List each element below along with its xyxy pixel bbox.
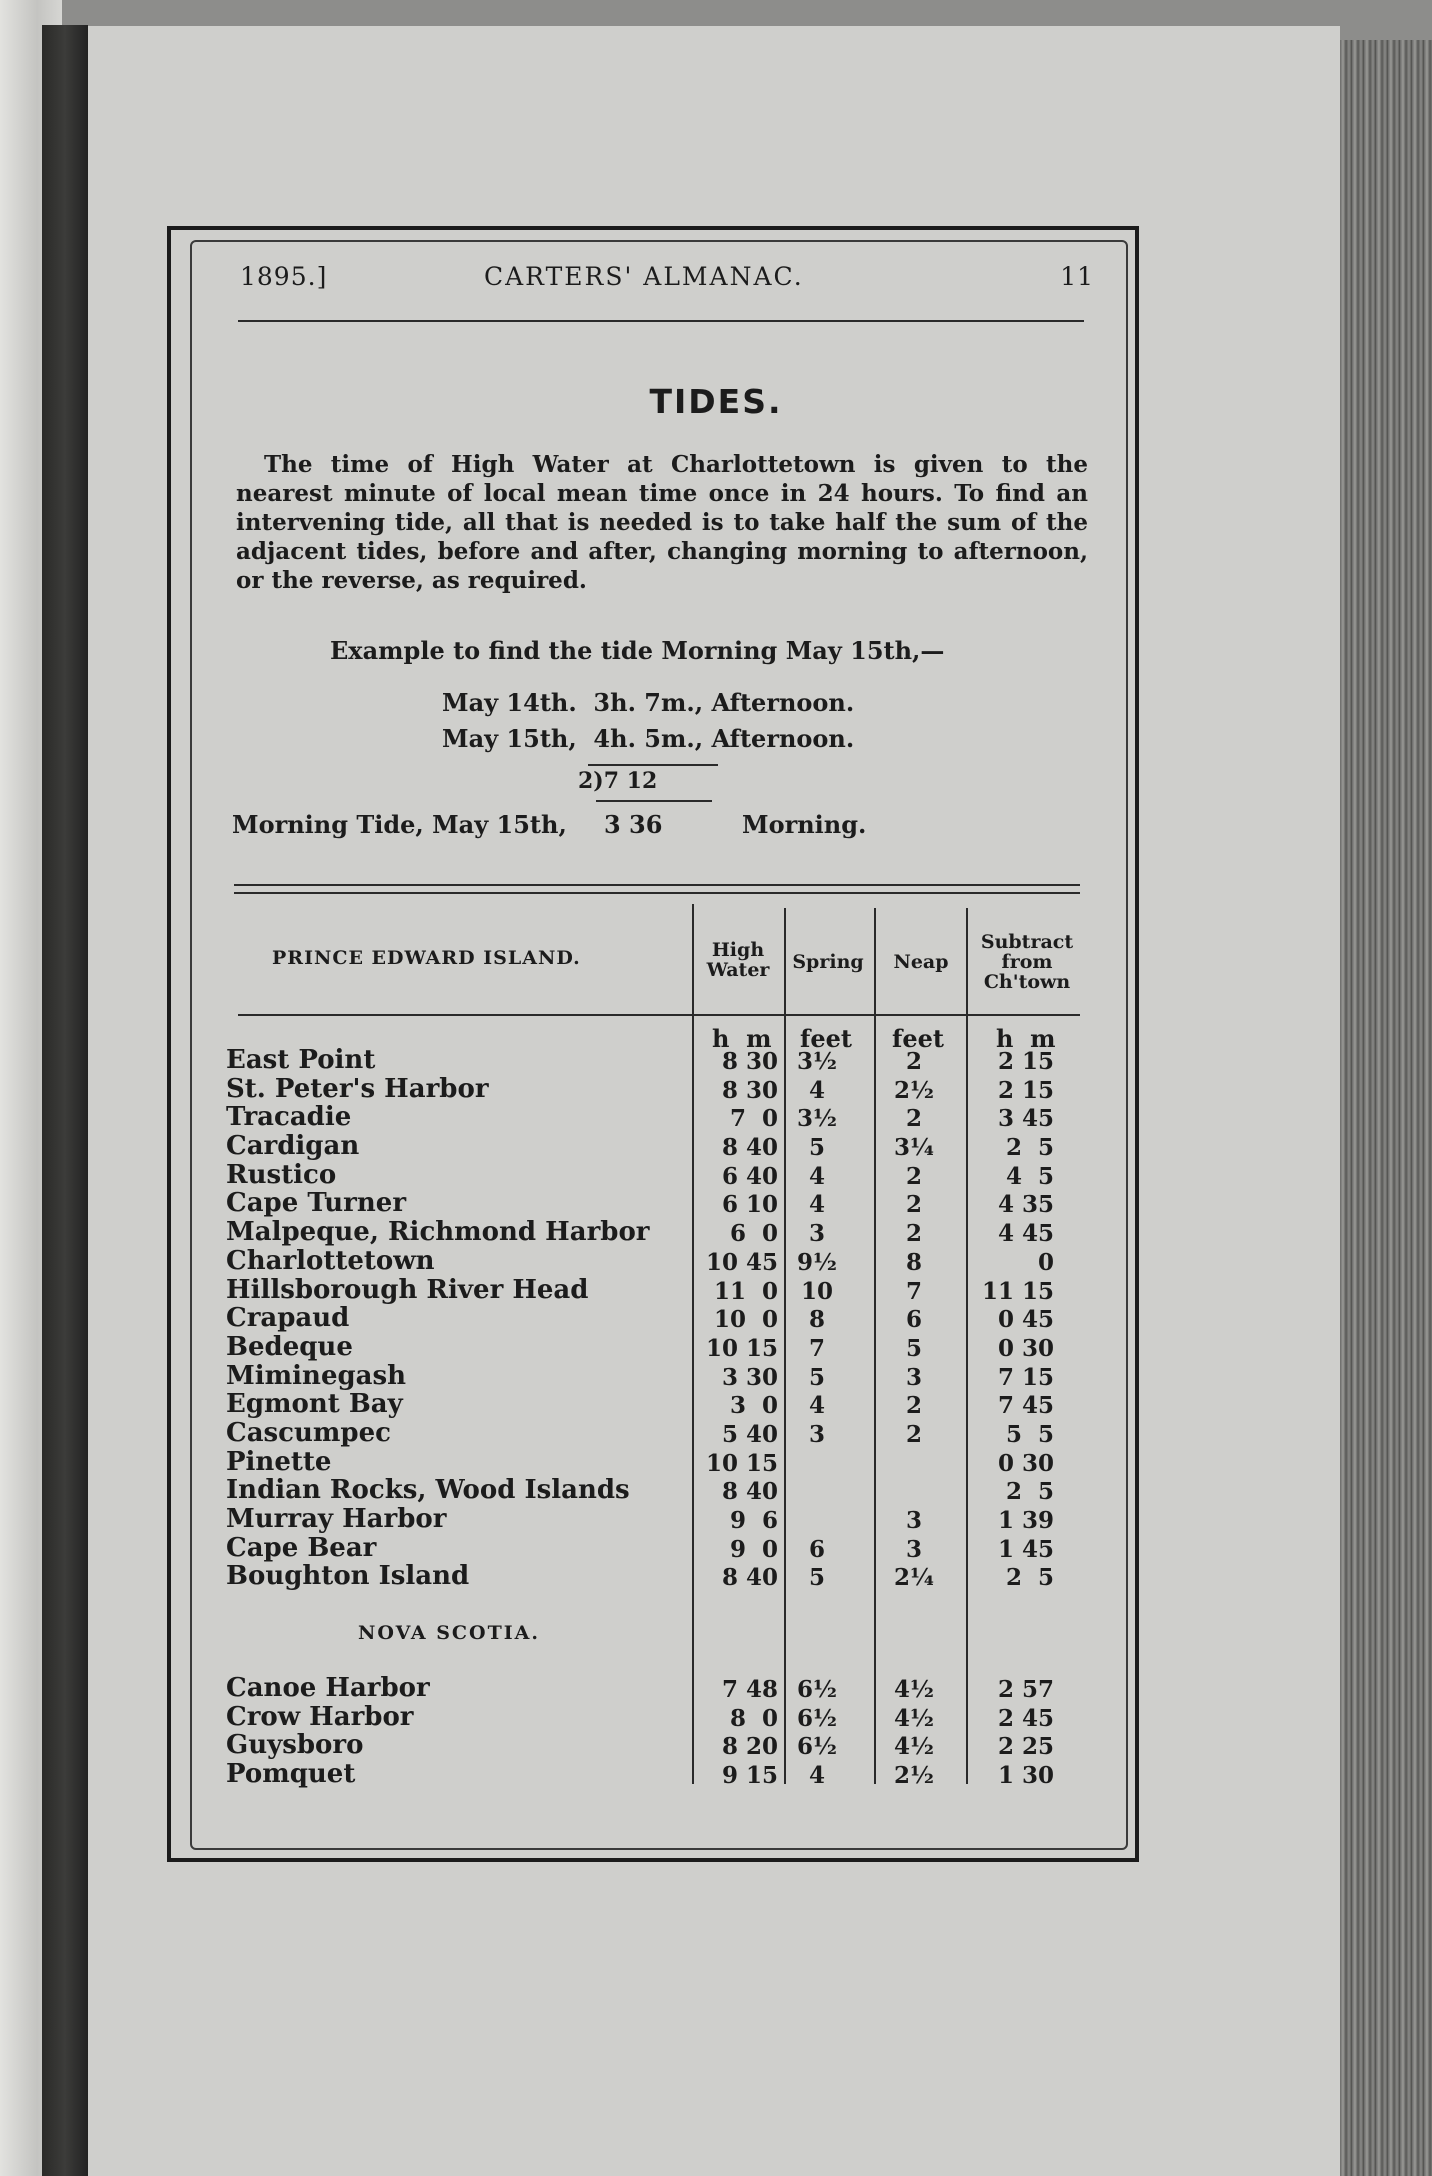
high-water-cell: 10 15 [705,1449,778,1477]
subtract-cell: 0 30 [989,1334,1054,1362]
subtract-cell: 11 15 [981,1277,1054,1305]
col-spring-header: Spring [792,951,864,973]
high-water-cell: 8 40 [713,1134,778,1162]
col-divider-4 [966,908,968,1784]
spring-cell: 3½ [797,1048,837,1075]
subtract-cell: 7 15 [989,1363,1054,1391]
neap-cell: 7 [905,1277,922,1305]
neap-cell: 2 [905,1162,922,1190]
spring-cell: 8 [808,1306,825,1334]
high-water-cell: 10 0 [713,1306,778,1334]
example-result-suffix: Morning. [742,810,867,839]
unit-high-water: h m [712,1024,772,1053]
place-name: Rustico [226,1159,337,1190]
running-head [240,262,1094,298]
high-water-cell: 8 30 [713,1048,778,1075]
spring-cell: 3 [808,1420,825,1448]
high-water-cell: 9 15 [713,1762,778,1790]
table-top-rule-2 [234,892,1080,894]
col-subtract-header: Subtract from Ch'town [980,931,1074,993]
subtract-cell: 2 5 [997,1564,1054,1592]
pei-spring-list [790,1048,844,1593]
place-name: Charlottetown [226,1245,435,1276]
place-name: Crow Harbor [226,1701,414,1732]
unit-subtract: h m [996,1024,1056,1053]
subtract-cell: 2 15 [989,1048,1054,1075]
neap-cell: 2 [905,1420,922,1448]
neap-cell: 2 [905,1105,922,1133]
place-name: Guysboro [226,1730,364,1761]
spring-cell [790,1507,844,1536]
place-name: Cascumpec [226,1417,391,1448]
high-water-cell: 8 20 [713,1733,778,1761]
subtract-cell: 2 57 [989,1676,1054,1703]
neap-cell: 2 [905,1048,922,1075]
table-top-rule-1 [234,884,1080,886]
subtract-cell: 0 45 [989,1306,1054,1334]
spring-cell: 10 [800,1277,833,1305]
spring-cell: 6½ [797,1704,837,1732]
spring-cell: 6½ [797,1733,837,1761]
spring-cell: 3 [808,1220,825,1248]
ns-neap-list [884,1676,944,1791]
ns-subtract-list [970,1676,1054,1791]
spring-cell: 4 [808,1162,825,1190]
col-divider-3 [874,908,876,1784]
intro-text: The time of High Water at Charlottetown is given to the nearest minute of local mean time once in 24 hours. To find an intervening tide, all that is needed is to take half the sum of the adjacent tides, before and after, changing morning to afternoon, or the reverse, as required. [236,451,1088,594]
subtract-cell: 2 45 [989,1704,1054,1732]
place-name: Cardigan [226,1131,360,1162]
subtract-cell: 2 25 [989,1733,1054,1761]
example-line-2: May 15th, 4h. 5m., Afternoon. [442,724,855,753]
place-name: Egmont Bay [226,1389,403,1420]
unit-spring: feet [800,1024,852,1053]
col-divider-1 [692,904,694,1784]
subtract-cell: 1 45 [989,1535,1054,1563]
place-name: Pomquet [226,1759,356,1790]
neap-cell: 8 [905,1248,922,1276]
pei-place-list [226,1046,650,1591]
neap-cell [884,1478,944,1507]
spring-cell [790,1478,844,1507]
intro-paragraph [236,450,1088,595]
high-water-cell: 3 30 [713,1363,778,1391]
place-name: Miminegash [226,1360,407,1391]
place-name: Canoe Harbor [226,1673,430,1703]
subtract-cell: 7 45 [989,1392,1054,1420]
high-water-cell: 9 6 [721,1507,778,1534]
high-water-cell: 10 45 [705,1248,778,1276]
place-name: Indian Rocks, Wood Islands [226,1475,630,1506]
high-water-cell: 7 0 [721,1105,778,1133]
header-rule [238,320,1084,322]
subtract-cell: 2 5 [997,1478,1054,1506]
table-header-rule [238,1014,1080,1016]
place-name: Malpeque, Richmond Harbor [226,1217,650,1248]
neap-cell: 3 [905,1535,922,1563]
high-water-cell: 3 0 [721,1392,778,1420]
spring-cell: 4 [808,1191,825,1219]
subtract-cell: 0 30 [989,1449,1054,1477]
high-water-cell: 5 40 [713,1420,778,1448]
subtract-cell: 4 5 [997,1162,1054,1190]
high-water-cell: 8 40 [713,1478,778,1506]
neap-cell: 2 [905,1392,922,1420]
col-high-water-header: High Water [706,939,770,981]
spring-cell: 4 [808,1762,825,1790]
example-result-label: Morning Tide, May 15th, [232,810,567,839]
neap-cell: 3 [905,1507,922,1534]
place-name: Cape Bear [226,1532,377,1563]
neap-cell: 2 [905,1191,922,1219]
subtract-cell: 5 5 [997,1420,1054,1448]
pei-neap-list [884,1048,944,1593]
place-name: Cape Turner [226,1188,407,1219]
page-number: 11 [1060,262,1094,291]
ns-spring-list [790,1676,844,1791]
example-division: 2)7 12 [578,768,658,794]
example-line-1: May 14th. 3h. 7m., Afternoon. [442,688,855,717]
neap-cell: 5 [905,1334,922,1362]
neap-cell: 2¼ [894,1564,934,1592]
subtract-cell: 1 39 [989,1507,1054,1534]
high-water-cell: 8 30 [713,1076,778,1104]
section-pei-header: PRINCE EDWARD ISLAND. [272,947,581,969]
high-water-cell: 8 40 [713,1564,778,1592]
spring-cell: 4 [808,1076,825,1104]
place-name: Crapaud [226,1303,350,1334]
book-gutter [42,25,88,2176]
spring-cell: 7 [808,1334,825,1362]
ns-high-water-list [696,1676,778,1791]
neap-cell: 6 [905,1306,922,1334]
subtract-cell: 4 45 [989,1220,1054,1248]
unit-neap: feet [892,1024,944,1053]
col-divider-2 [784,908,786,1784]
pei-subtract-list [970,1048,1054,1593]
high-water-cell: 9 0 [721,1535,778,1563]
spring-cell: 6 [808,1535,825,1563]
high-water-cell: 7 48 [713,1676,778,1703]
spring-cell: 4 [808,1392,825,1420]
high-water-cell: 10 15 [705,1334,778,1362]
high-water-cell: 6 40 [713,1162,778,1190]
spring-cell: 5 [808,1363,825,1391]
place-name: Murray Harbor [226,1504,447,1534]
header-year: 1895.] [240,262,328,291]
subtract-cell: 1 30 [989,1762,1054,1790]
neap-cell: 4½ [894,1733,934,1761]
header-title: CARTERS' ALMANAC. [484,262,804,291]
neap-cell: 3¼ [894,1134,934,1162]
place-name: Tracadie [226,1102,352,1133]
subtract-cell: 0 [1005,1248,1054,1276]
spring-cell [790,1450,844,1479]
neap-cell [884,1450,944,1479]
ns-place-list [226,1674,430,1789]
col-neap-header: Neap [893,951,949,973]
spring-cell: 5 [808,1134,825,1162]
subtract-cell: 2 5 [997,1134,1054,1162]
neap-cell: 4½ [894,1704,934,1732]
high-water-cell: 6 0 [721,1220,778,1248]
place-name: St. Peter's Harbor [226,1073,489,1104]
example-rule-2 [596,800,712,802]
high-water-cell: 8 0 [721,1704,778,1732]
high-water-cell: 6 10 [713,1191,778,1219]
spring-cell: 3½ [797,1105,837,1133]
place-name: Boughton Island [226,1561,470,1592]
page-edges [1340,40,1432,2176]
place-name: Pinette [226,1446,332,1477]
neap-cell: 4½ [894,1676,934,1703]
place-name: East Point [226,1045,376,1075]
spring-cell: 6½ [797,1676,837,1703]
example-rule-1 [588,764,718,766]
neap-cell: 2 [905,1220,922,1248]
pei-high-water-list [696,1048,778,1593]
example-result-value: 3 36 [604,810,663,839]
neap-cell: 2½ [894,1762,934,1790]
neap-cell: 3 [905,1363,922,1391]
place-name: Bedeque [226,1331,353,1362]
place-name: Hillsborough River Head [226,1274,589,1305]
example-caption: Example to find the tide Morning May 15th,— [330,636,945,665]
spring-cell: 9½ [797,1248,837,1276]
subtract-cell: 3 45 [989,1105,1054,1133]
neap-cell: 2½ [894,1076,934,1104]
subtract-cell: 2 15 [989,1076,1054,1104]
page-heading: TIDES. [649,382,783,421]
subtract-cell: 4 35 [989,1191,1054,1219]
section-ns-header: NOVA SCOTIA. [358,1622,540,1644]
high-water-cell: 11 0 [713,1277,778,1305]
spring-cell: 5 [808,1564,825,1592]
